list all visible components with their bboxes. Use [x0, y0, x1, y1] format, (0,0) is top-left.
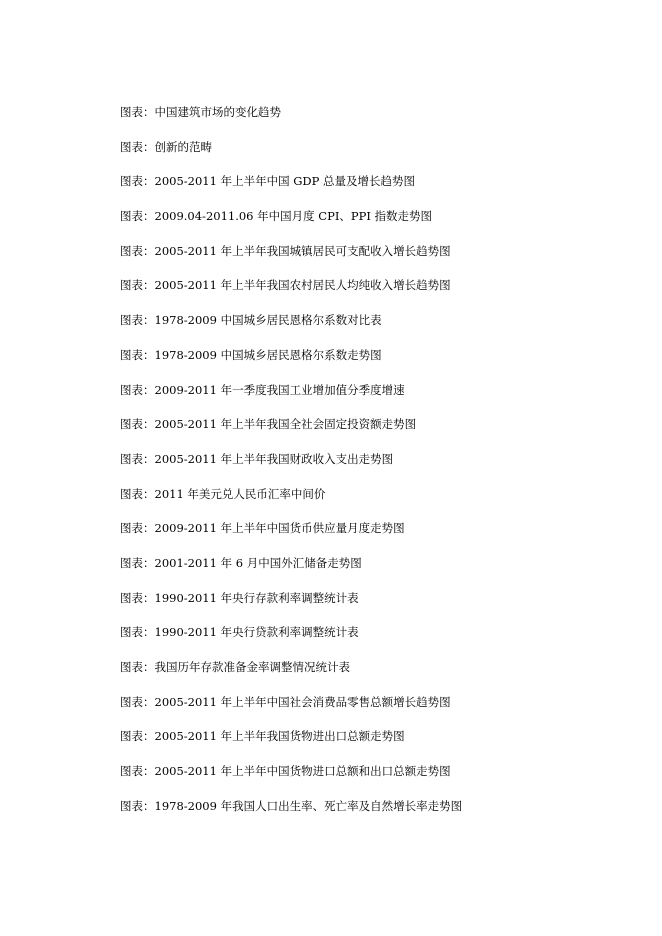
figure-list-item: 图表：2009-2011 年上半年中国货币供应量月度走势图	[120, 521, 405, 536]
figure-list-item: 图表：2011 年美元兑人民币汇率中间价	[120, 486, 326, 501]
figure-list-item: 图表：2005-2011 年上半年我国财政收入支出走势图	[120, 451, 394, 466]
figure-list-item: 图表：2005-2011 年上半年中国货物进口总额和出口总额走势图	[120, 764, 451, 779]
figure-list	[120, 104, 462, 832]
figure-list-item: 图表：2005-2011 年上半年中国社会消费品零售总额增长趋势图	[120, 694, 451, 709]
figure-list-item: 图表：2005-2011 年上半年我国全社会固定投资额走势图	[120, 417, 417, 432]
figure-list-item: 图表：2005-2011 年上半年我国农村居民人均纯收入增长趋势图	[120, 278, 451, 293]
figure-list-item: 图表：1978-2009 中国城乡居民恩格尔系数对比表	[120, 313, 382, 328]
figure-list-item: 图表：1978-2009 年我国人口出生率、死亡率及自然增长率走势图	[120, 798, 463, 813]
figure-list-item: 图表：创新的范畴	[120, 139, 212, 154]
figure-list-item: 图表：2005-2011 年上半年中国 GDP 总量及增长趋势图	[120, 174, 416, 189]
figure-list-item: 图表：1990-2011 年央行贷款利率调整统计表	[120, 625, 359, 640]
figure-list-item: 图表：2001-2011 年 6 月中国外汇储备走势图	[120, 555, 362, 570]
figure-list-item: 图表：2009-2011 年一季度我国工业增加值分季度增速	[120, 382, 405, 397]
figure-list-item: 图表：2005-2011 年上半年我国城镇居民可支配收入增长趋势图	[120, 243, 451, 258]
figure-list-item: 图表：我国历年存款准备金率调整情况统计表	[120, 660, 350, 674]
figure-list-item: 图表：2009.04-2011.06 年中国月度 CPI、PPI 指数走势图	[120, 209, 433, 224]
figure-list-item: 图表：中国建筑市场的变化趋势	[120, 105, 281, 119]
figure-list-item: 图表：1990-2011 年央行存款利率调整统计表	[120, 590, 359, 605]
figure-list-item: 图表：2005-2011 年上半年我国货物进出口总额走势图	[120, 729, 405, 744]
figure-list-item: 图表：1978-2009 中国城乡居民恩格尔系数走势图	[120, 347, 382, 362]
